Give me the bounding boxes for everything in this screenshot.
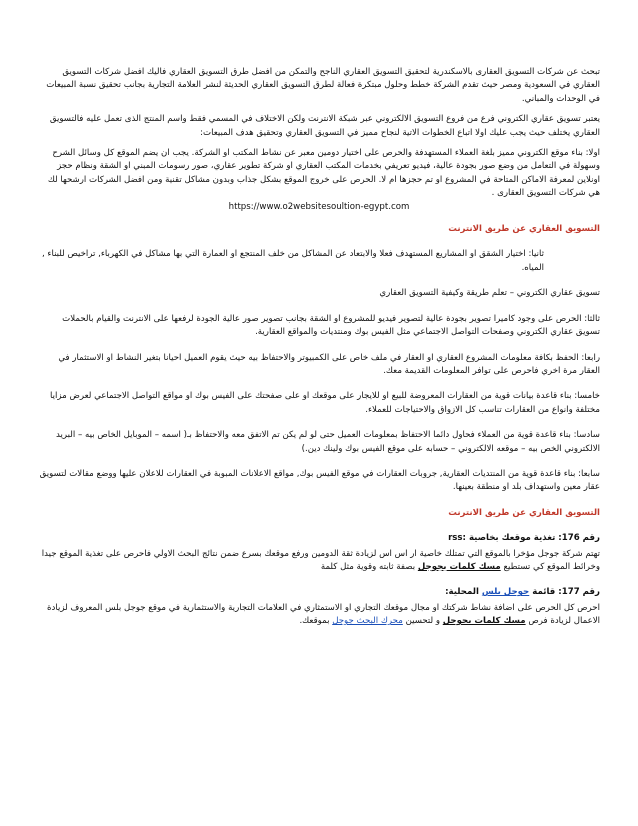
step-three-paragraph: ثالثا: الحرص على وجود كاميرا تصوير بجودة عالية لتصوير فيديو للمشروع او الشقة بجانب تصوير صور عالية الجودة لرفعها على الانترنت والقيام بالحملات تسويق عقاري الكتروني وصفحات التواصل الاجتماعي مثل الفيس بوك ومنتديات والمواقع العقارية. xyxy=(62,313,600,338)
rule-177-body-end: بموقعك. xyxy=(299,616,330,627)
google-plus-link[interactable]: جوجل بلس xyxy=(481,587,530,598)
rule-176-body-end: بصفة ثابته وقوية مثل كلمة xyxy=(320,561,416,572)
rule-177-title xyxy=(38,586,600,599)
rule-177-body-mid: و لتحسين xyxy=(405,616,441,627)
rss-label: rss: xyxy=(448,533,466,544)
section-heading-1: التسويق العقاري عن طريق الانترنت xyxy=(448,224,600,235)
google-search-engine-link[interactable]: محرك البحث جوجل xyxy=(332,616,403,627)
rule-177-body xyxy=(38,602,600,629)
rule-177-title-start: رقم 177: قائمة xyxy=(532,587,600,598)
intro-paragraph-2: يعتبر تسويق عقاري الكتروني فرع من فروع التسويق الالكتروني عبر شبكة الانترنت ولكن الاختلاف في المسمي فقط واسم المنتج الذى تعمل عليه فالتسويق العقاري يختلف حيث يجب عليك اولا اتباع الخطوات الاتية لنجاح مميز في التسويق العقاري وتحقيق هدف المبيعات: xyxy=(49,114,600,138)
step-six-paragraph: سادسا: بناء قاعدة قوية من العملاء فحاول دائما الاحتفاظ بمعلومات العميل حتى لو لم يكن تم الاتفق معه والاحتفاظ بـ( اسمه – الموبايل الخاص بيه – البريد الالكتروني الخص بيه – موقعه الالكتروني – حسابه على موقع الفيس بوك ولينك دين.) xyxy=(56,430,600,454)
article-body xyxy=(38,66,600,629)
step-two-paragraph: ثانيا: اختيار الشقق او المشاريع المستهدف فعلا والابتعاد عن المشاكل من خلف المنتجع او العمارة التي بها مشاكل في الكهرباء, تراخيص للبناء , المياه. xyxy=(41,249,544,273)
rule-176-body-start: تهتم شركة جوجل مؤخرا بالموقع التي تمتلك خاصية ار اس اس لزيادة ثقة الدومين ورفع موقعك بسرع ضمن نتائج البحث الاولي فاحرص على تغذية الموقع جيدا وخرائط الموقع كي تستطيع xyxy=(41,548,600,572)
rule-177-body-start: احرص كل الحرص على اضافة نشاط شركتك او مجال موقعك التجاري او الاستمثاري في العلامات التجارية والاستثمارية في موقع جوجل بلس المعروف لزيادة الاعمال لزيادة فرص xyxy=(47,602,600,627)
rule-177-title-end: المحلية: xyxy=(445,587,479,598)
rule-176-keyword-link[interactable]: مسك كلمات بجوجل xyxy=(417,561,501,572)
online-marketing-line: تسويق عقاري الكتروني – تعلم طريقة وكيفية التسويق العقاري xyxy=(379,288,600,299)
step-five-paragraph: خامسا: بناء قاعدة بيانات قوية من العقارات المعروضة للبيع او للايجار على موقعك او على صفحتك على الفيس بوك او مواقع التواصل الاجتماعي لعرض مزايا مختلفة وانواع من العقارات تناسب كل الازواق والاحتياجات للعملاء. xyxy=(50,391,600,415)
website-link[interactable]: https://www.o2websitesoultion-egypt.com xyxy=(228,201,410,212)
section-heading-2: التسويق العقاري عن طريق الانترنت xyxy=(448,507,600,518)
rule-176-body xyxy=(38,548,600,575)
rule-176-title xyxy=(38,532,600,545)
rule-177-keyword-link[interactable]: مسك كلمات بجوجل xyxy=(442,616,526,627)
step-one-paragraph: اولا: بناء موقع الكتروني مميز بلغة العملاء المستهدفة والحرص على اختيار دومين معبر عن نشاط المكتب او الشركة. يجب ان يضم الموقع كل وسائل الشرح وسهولة في التعامل من وضع صور بجودة عالية، فيديو تعريفي بخدمات المكتب العقاري او شركة تطوير عقاري، صور رسومات المبني او الشقة ونظام حجز اونلاين لمعرفة الاماكن المتاحة في المشروع او تم حجزها ام لا. الحرص على خروج الموقع بشكل جذاب وبدون مشاكل تقنية ومن افضل الشركات ارشحها لك هي شركات التسويق العقارى . xyxy=(47,148,600,199)
intro-paragraph-1: تبحث عن شركات التسويق العقارى بالاسكندرية لتحقيق التسويق العقاري الناجح والتمكن من افضل طرق التسويق العقاري فاليك افضل شركات التسويق العقاري في السعودية ومصر حيث تقدم الشركة خطط وحلول مبتكرة فعالة لطرق التسويق العقاري الحديثة لنشر العلامة التجارية بجانب تحقيق نسبة المبيعات في الوحدات والمباني. xyxy=(46,67,600,104)
rule-176-title-text: رقم 176: تغذية موقعك بخاصية xyxy=(468,533,600,544)
step-seven-paragraph: سابعا: بناء قاعدة قوية من المنتديات العقارية, جروبات العقارات في موقع الفيس بوك, مواقع الاعلانات المبوبة في العقارات للاعلان عليها ووضع مقالات لتسويق عقار معين واستهداف بلد او منطقة بعينها. xyxy=(39,468,600,493)
step-four-paragraph: رابعا: الحفظ بكافة معلومات المشروع العقاري او العقار في ملف خاص على الكمبيوتر والاحتفاظ بيه حيث يقوم العميل احيانا بتغير النشاط او الاستثمار في العقار مرة اخري فاحرص على توافر المعلومات القديمة معك. xyxy=(58,352,600,376)
